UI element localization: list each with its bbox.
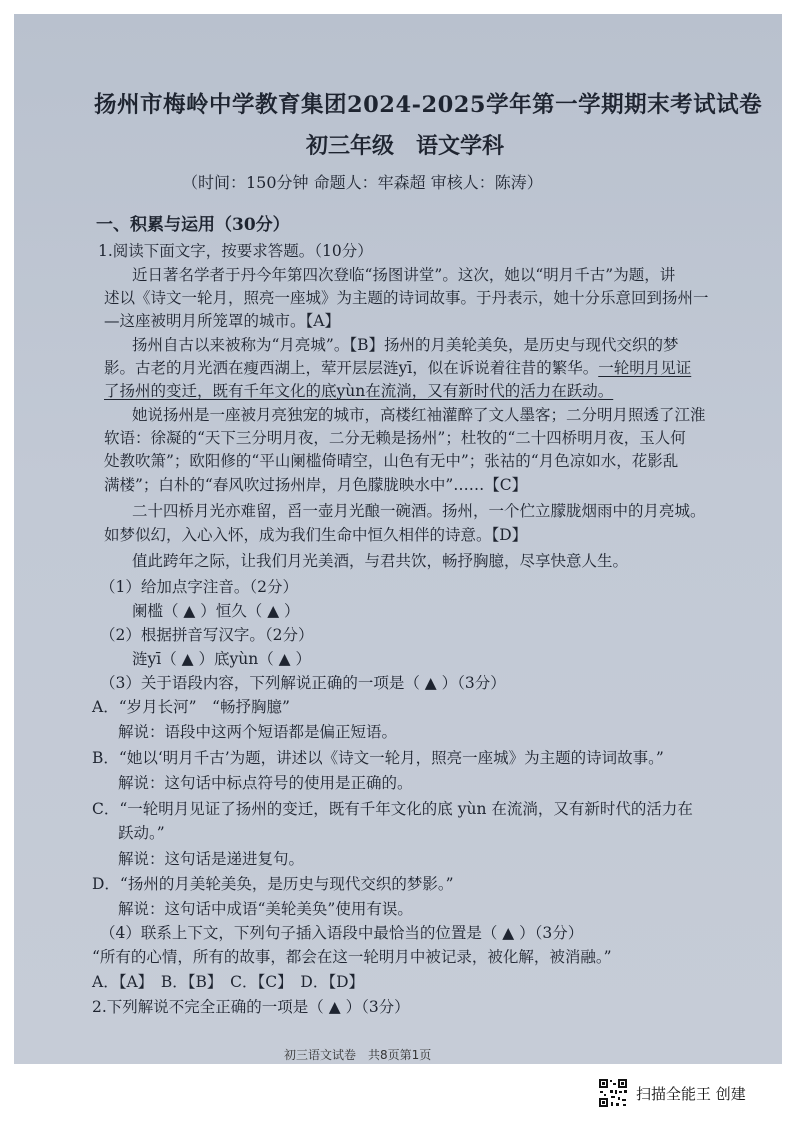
passage-line: 满楼”；白朴的“春风吹过扬州岸，月色朦胧映水中”……【C】 [104, 476, 528, 494]
passage-line: —这座被明月所笼罩的城市。【A】 [104, 312, 340, 330]
passage-line: 二十四桥月光亦难留，舀一壶月光酿一碗酒。扬州，一个伫立朦胧烟雨中的月亮城。 [132, 502, 706, 520]
sub-question-1-answer: 阑槛（ ▲ ）恒久（ ▲ ） [132, 602, 300, 620]
option-a: A．“岁月长河” “畅抒胸臆” [92, 698, 290, 716]
passage-line: 述以《诗文一轮月，照亮一座城》为主题的诗词故事。于丹表示，她十分乐意回到扬州一 [104, 289, 709, 307]
question-2-prompt: 2.下列解说不完全正确的一项是（ ▲ ）（3分） [92, 998, 410, 1016]
section-heading: 一、积累与运用（30分） [96, 215, 290, 235]
exam-subtitle: 初三年级 语文学科 [306, 133, 505, 159]
passage-line [104, 357, 691, 379]
underlined-sentence: 一轮明月见证 [598, 359, 692, 377]
page-footer: 初三语文试卷 共8页第1页 [284, 1048, 432, 1062]
option-b: B．“她以‘明月千古’为题，讲述以《诗文一轮月，照亮一座城》为主题的诗词故事。” [92, 749, 664, 767]
sub-question-4-prompt: （4）联系上下文，下列句子插入语段中最恰当的位置是（ ▲ ）（3分） [100, 924, 584, 942]
passage-text: 影。古老的月光洒在瘦西湖上，荤开层层涟yī，似在诉说着往昔的繁华。 [104, 359, 599, 377]
qr-code-icon [598, 1078, 628, 1108]
option-c: C．“一轮明月见证了扬州的变迁，既有千年文化的底 yùn 在流淌，又有新时代的活力在 [92, 800, 693, 818]
option-c-cont: 跃动。” [118, 824, 165, 842]
scanner-watermark [598, 1078, 746, 1108]
option-d: D．“扬州的月美轮美奂，是历史与现代交织的梦影。” [92, 875, 454, 893]
exam-paper [14, 14, 782, 1064]
sub-question-2-prompt: （2）根据拼音写汉字。（2分） [100, 626, 314, 644]
sub-question-3-prompt: （3）关于语段内容，下列解说正确的一项是（ ▲ ）（3分） [100, 674, 506, 692]
option-c-note: 解说：这句话是递进复句。 [118, 850, 305, 868]
underlined-sentence: 了扬州的变迁，既有千年文化的底yùn在流淌，又有新时代的活力在跃动。 [104, 382, 614, 400]
passage-line: 如梦似幻，入心入怀，成为我们生命中恒久相伴的诗意。【D】 [104, 526, 528, 544]
passage-line: 近日著名学者于丹今年第四次登临“扬图讲堂”。这次，她以“明月千古”为题，讲 [132, 266, 676, 284]
watermark-text: 扫描全能王 创建 [636, 1084, 746, 1103]
exam-meta: （时间：150分钟 命题人：牢森超 审核人：陈涛） [182, 173, 543, 192]
passage-line: 扬州自古以来被称为“月亮城”。【B】扬州的月美轮美奂，是历史与现代交织的梦 [132, 336, 679, 354]
sub-question-2-answer: 涟yī（ ▲ ）底yùn（ ▲ ） [132, 650, 311, 668]
passage-line: 值此跨年之际，让我们月光美酒，与君共饮，畅抒胸臆，尽享快意人生。 [132, 552, 629, 570]
question-1-prompt: 1.阅读下面文字，按要求答题。（10分） [98, 242, 373, 260]
sub-question-4-choices: A．【A】 B．【B】 C．【C】 D．【D】 [92, 973, 364, 991]
passage-line: 处教吹箫”；欧阳修的“平山阑槛倚晴空，山色有无中”；张祜的“月色凉如水，花影乱 [104, 452, 679, 470]
insert-sentence: “所有的心情，所有的故事，都会在这一轮明月中被记录，被化解，被消融。” [92, 948, 612, 966]
sub-question-1-prompt: （1）给加点字注音。（2分） [100, 578, 298, 596]
option-a-note: 解说：语段中这两个短语都是偏正短语。 [118, 723, 398, 741]
passage-line: 软语：徐凝的“天下三分明月夜，二分无赖是扬州”；杜牧的“二十四桥明月夜，玉人何 [104, 429, 686, 447]
exam-title: 扬州市梅岭中学教育集团2024-2025学年第一学期期末考试试卷 [94, 92, 763, 118]
option-d-note: 解说：这句话中成语“美轮美奂”使用有误。 [118, 900, 413, 918]
option-b-note: 解说：这句话中标点符号的使用是正确的。 [118, 774, 413, 792]
passage-line: 她说扬州是一座被月亮独宠的城市，高楼红袖灌醉了文人墨客；二分明月照透了江淮 [132, 406, 706, 424]
